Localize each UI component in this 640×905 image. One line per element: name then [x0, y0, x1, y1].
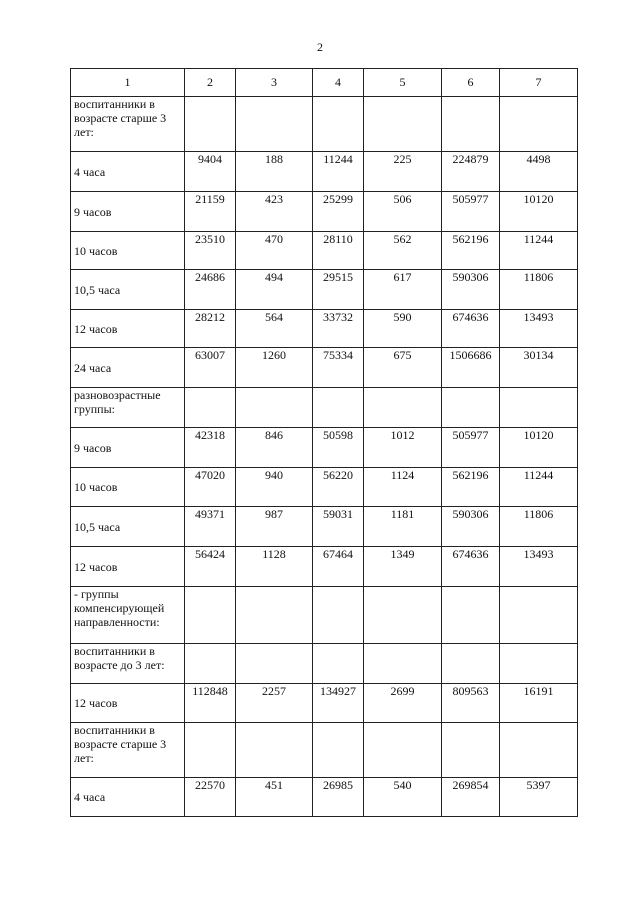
table-row	[71, 468, 578, 507]
table-row	[71, 270, 578, 310]
table-cell: 674636	[442, 547, 500, 587]
table-cell: 134927	[313, 684, 364, 723]
table-cell: 1506686	[442, 348, 500, 388]
table-cell: 564	[236, 310, 313, 348]
table-cell: 1260	[236, 348, 313, 388]
table-cell: 4498	[500, 152, 578, 192]
table-cell: 28110	[313, 232, 364, 270]
table-cell: 224879	[442, 152, 500, 192]
table-cell	[442, 97, 500, 152]
table-cell: 1128	[236, 547, 313, 587]
row-label: воспитанники в возрасте старше 3 лет:	[71, 97, 185, 152]
table-cell: 269854	[442, 778, 500, 817]
table-cell: 29515	[313, 270, 364, 310]
table-cell: 11244	[500, 232, 578, 270]
table-cell	[185, 587, 236, 644]
table-cell	[442, 587, 500, 644]
table-cell: 63007	[185, 348, 236, 388]
table-cell: 26985	[313, 778, 364, 817]
table-cell: 56220	[313, 468, 364, 507]
table-cell: 30134	[500, 348, 578, 388]
table-row	[71, 547, 578, 587]
table-cell	[442, 644, 500, 684]
table-cell: 188	[236, 152, 313, 192]
table-cell: 11244	[500, 468, 578, 507]
row-label: 10,5 часа	[71, 507, 185, 547]
table-row	[71, 428, 578, 468]
table-cell: 23510	[185, 232, 236, 270]
table-cell	[313, 644, 364, 684]
table-cell	[185, 723, 236, 778]
table-cell: 59031	[313, 507, 364, 547]
table-cell	[185, 644, 236, 684]
table-cell: 21159	[185, 192, 236, 232]
table-cell: 451	[236, 778, 313, 817]
row-label: - группы компенсирующей направленности:	[71, 587, 185, 644]
table-cell: 225	[364, 152, 442, 192]
row-label: 4 часа	[71, 778, 185, 817]
table-cell	[313, 723, 364, 778]
row-label: разновозрастные группы:	[71, 388, 185, 428]
row-label: 9 часов	[71, 192, 185, 232]
table-cell: 590	[364, 310, 442, 348]
row-label: 10 часов	[71, 232, 185, 270]
table-cell: 1012	[364, 428, 442, 468]
column-header: 6	[442, 69, 500, 97]
table-cell	[185, 388, 236, 428]
table-cell	[500, 97, 578, 152]
table-cell	[236, 644, 313, 684]
column-header: 5	[364, 69, 442, 97]
table-row	[71, 310, 578, 348]
table-cell: 505977	[442, 428, 500, 468]
table-cell	[442, 388, 500, 428]
table-row	[71, 232, 578, 270]
row-label: воспитанники в возрасте старше 3 лет:	[71, 723, 185, 778]
data-table	[70, 68, 578, 817]
table-cell	[313, 587, 364, 644]
table-cell: 112848	[185, 684, 236, 723]
table-cell: 846	[236, 428, 313, 468]
row-label: 12 часов	[71, 310, 185, 348]
row-label: 10,5 часа	[71, 270, 185, 310]
table-cell: 25299	[313, 192, 364, 232]
page-number: 2	[317, 40, 323, 54]
table-cell	[364, 97, 442, 152]
row-label: 24 часа	[71, 348, 185, 388]
row-label: 4 часа	[71, 152, 185, 192]
table-cell	[364, 723, 442, 778]
table-cell: 1124	[364, 468, 442, 507]
table-cell: 56424	[185, 547, 236, 587]
table-cell: 50598	[313, 428, 364, 468]
table-cell: 540	[364, 778, 442, 817]
table-cell	[236, 587, 313, 644]
table-cell: 590306	[442, 507, 500, 547]
column-header: 2	[185, 69, 236, 97]
column-header: 4	[313, 69, 364, 97]
table-row	[71, 192, 578, 232]
table-cell: 11244	[313, 152, 364, 192]
table-cell: 940	[236, 468, 313, 507]
table-row	[71, 152, 578, 192]
table-cell: 2257	[236, 684, 313, 723]
table-cell: 2699	[364, 684, 442, 723]
table-cell: 22570	[185, 778, 236, 817]
table-cell: 562	[364, 232, 442, 270]
table-row	[71, 723, 578, 778]
table-cell: 13493	[500, 547, 578, 587]
table-cell: 506	[364, 192, 442, 232]
table-cell	[500, 388, 578, 428]
table-cell: 33732	[313, 310, 364, 348]
table-cell: 1349	[364, 547, 442, 587]
row-label: воспитанники в возрасте до 3 лет:	[71, 644, 185, 684]
row-label: 12 часов	[71, 547, 185, 587]
table-cell: 423	[236, 192, 313, 232]
table-cell: 10120	[500, 428, 578, 468]
table-cell: 470	[236, 232, 313, 270]
table-cell: 562196	[442, 468, 500, 507]
header-row	[71, 69, 578, 97]
table-cell: 10120	[500, 192, 578, 232]
table-row	[71, 348, 578, 388]
table-cell: 494	[236, 270, 313, 310]
table-cell: 562196	[442, 232, 500, 270]
table-cell: 28212	[185, 310, 236, 348]
row-label: 10 часов	[71, 468, 185, 507]
table-cell: 16191	[500, 684, 578, 723]
table-cell: 674636	[442, 310, 500, 348]
table-cell	[236, 97, 313, 152]
table-cell: 75334	[313, 348, 364, 388]
table-cell: 1181	[364, 507, 442, 547]
table-cell	[500, 587, 578, 644]
table-cell	[313, 388, 364, 428]
table-cell: 590306	[442, 270, 500, 310]
table-cell	[500, 723, 578, 778]
table-cell	[442, 723, 500, 778]
table-row	[71, 97, 578, 152]
table-cell: 11806	[500, 270, 578, 310]
table-cell: 67464	[313, 547, 364, 587]
table-cell: 617	[364, 270, 442, 310]
table-cell: 47020	[185, 468, 236, 507]
table-cell: 24686	[185, 270, 236, 310]
column-header: 7	[500, 69, 578, 97]
table-cell: 5397	[500, 778, 578, 817]
table-cell: 675	[364, 348, 442, 388]
column-header: 1	[71, 69, 185, 97]
table-cell	[500, 644, 578, 684]
table-cell	[364, 388, 442, 428]
table-cell: 13493	[500, 310, 578, 348]
table-cell	[236, 723, 313, 778]
row-label: 12 часов	[71, 684, 185, 723]
table-cell: 987	[236, 507, 313, 547]
table-cell	[364, 587, 442, 644]
table-cell: 505977	[442, 192, 500, 232]
table-row	[71, 587, 578, 644]
table-cell: 42318	[185, 428, 236, 468]
row-label: 9 часов	[71, 428, 185, 468]
table-cell: 9404	[185, 152, 236, 192]
table-row	[71, 644, 578, 684]
table-cell: 11806	[500, 507, 578, 547]
table-row	[71, 388, 578, 428]
table-row	[71, 684, 578, 723]
table-cell: 49371	[185, 507, 236, 547]
column-header: 3	[236, 69, 313, 97]
table-cell	[185, 97, 236, 152]
table-cell: 809563	[442, 684, 500, 723]
table-cell	[236, 388, 313, 428]
table-row	[71, 507, 578, 547]
table-row	[71, 778, 578, 817]
table-cell	[313, 97, 364, 152]
table-cell	[364, 644, 442, 684]
